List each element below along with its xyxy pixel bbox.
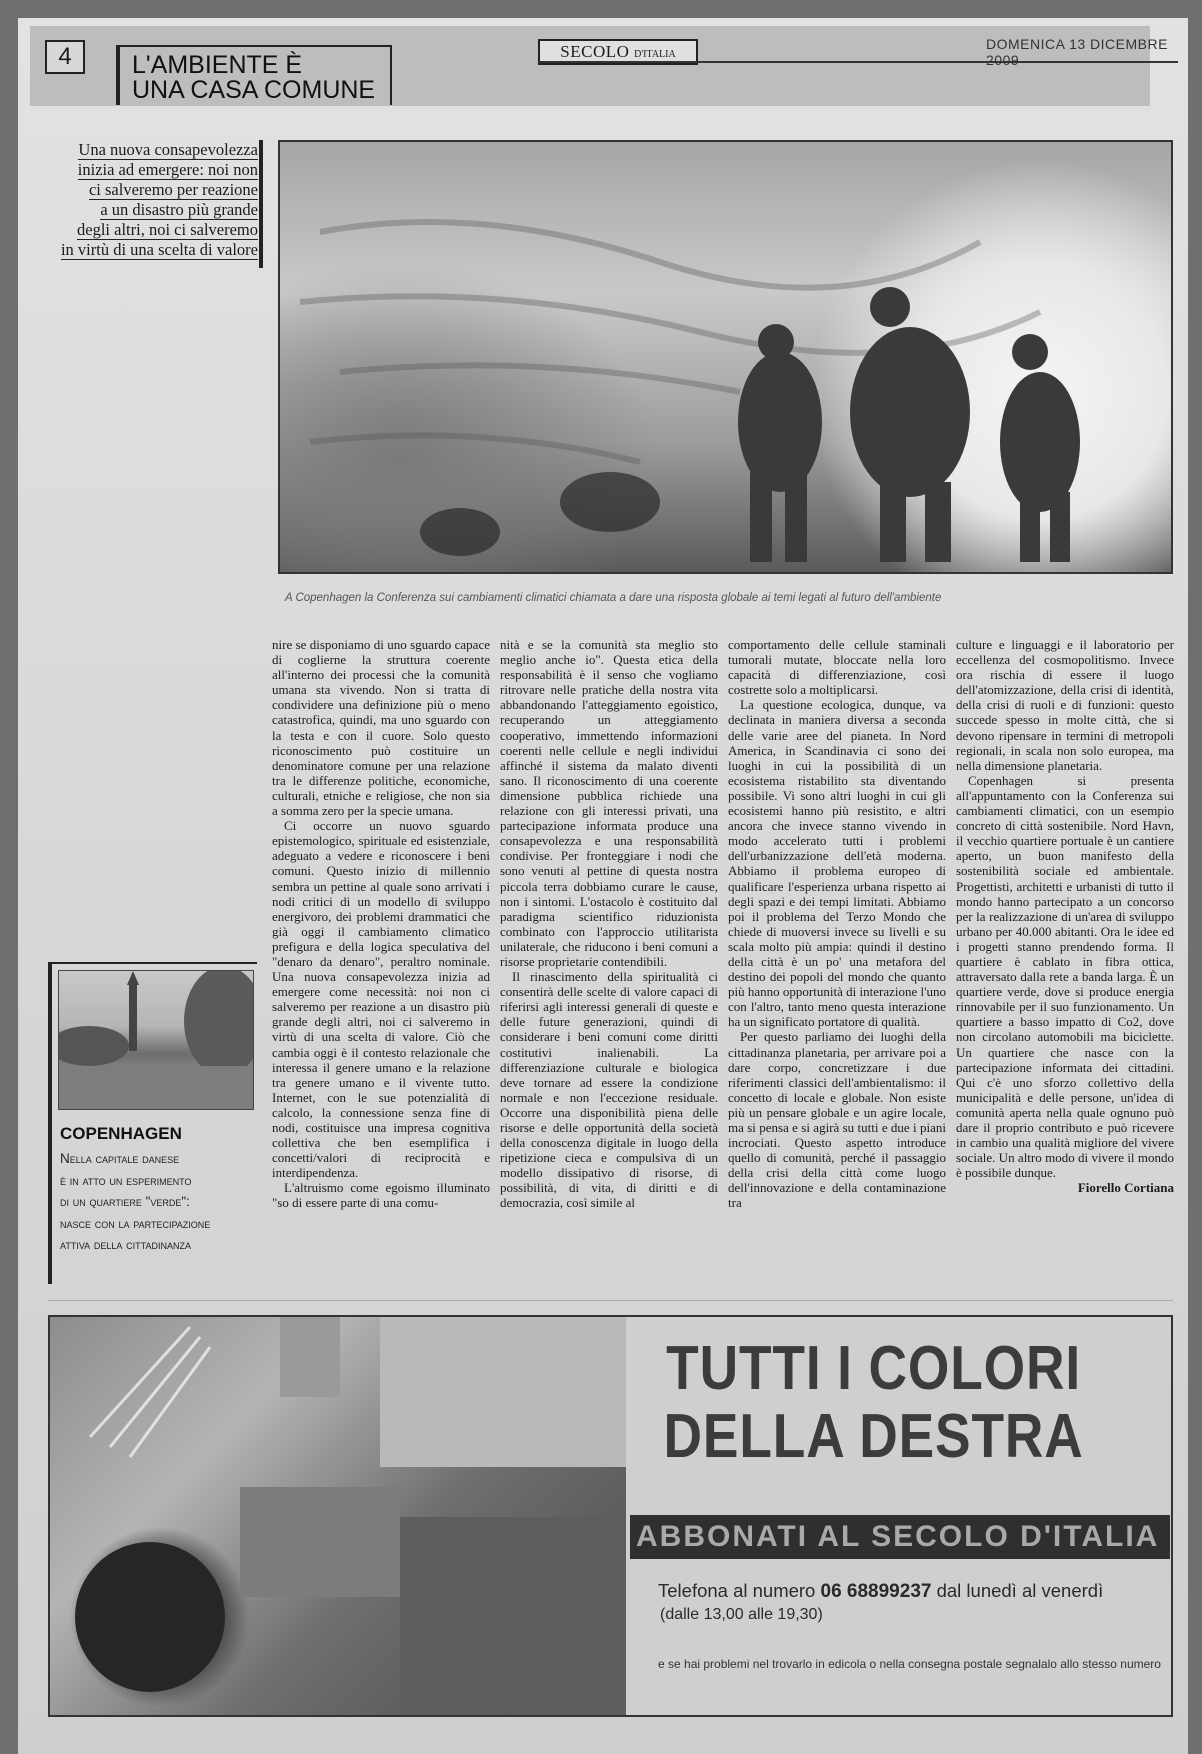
paragraph: nire se disponiamo di uno sguardo capace di coglierne la struttura coerente all'interno dei processi che la comunità umana sta vivendo. Non si tratta di condividere una definizione più o meno catastrofica, quindi, ma uno sguardo con la testa e con il cuore. Solo questo riconoscimento può costituire un denominatore comune per una relazione tra le differenze politiche, economiche, culturali, etniche e religiose, che non sia a somma zero per la specie umana. [272,637,490,819]
article-column-3 [728,637,946,1211]
ad-phone-number: 06 68899237 [820,1581,932,1602]
paragraph: culture e linguaggi e il laboratorio per eccellenza del cosmopolitismo. Invece ora rischia di essere il luogo dell'atomizzazione, della crisi di identità, della crisi di ruoli e di funzioni: questo succede spesso in molte città, che si devono ripensare in termini di metropoli regionali, in scala non solo europea, ma nella dimensione planetaria. [956,637,1174,773]
section-divider [48,1300,1173,1301]
sidebar-line: nasce con la partecipazione [60,1215,211,1231]
byline: Fiorello Cortiana [1077,1180,1174,1196]
ad-phone-prefix: Telefona al numero [658,1580,816,1601]
paragraph: Copenhagen si presenta all'appuntamento con la Conferenza sui cambiamenti climatici, con un esempio concreto di città sostenibile. Nord Havn, il vecchio quartiere portuale è un cantiere aperto, un buon manifesto della sostenibilità sociale ed ambientale. Progettisti, architetti e urbanisti di tutto il mondo hanno partecipato a un concorso per la realizzazione di un'area di sviluppo urbano per 40.000 abitanti. Ora le idee ed i progetti stanno prendendo forma. Il quartiere è cablato in fibra ottica, attraversato dalla rete a banda larga. È un quartiere verde, dove si produce energia rinnovabile per il suo funzionamento. Un quartiere a basso impatto di Co2, dove non circolano automobili ma biciclette. Un quartiere che nasce con la partecipazione informata dei cittadini. Qui c'è uno sforzo collettivo della municipalità e delle persone, un'idea di comunità aperta nella quale ognuno può dare il proprio contributo e può ricevere in cambio una qualità migliore del vivere sociale. Un altro modo di vivere il mondo è possibile dunque. [956,772,1174,1181]
paragraph: Per questo parliamo dei luoghi della cittadinanza planetaria, per arrivare poi a dare corpo, concretizzare i due riferimenti classici dell'ambientalismo: il concetto di locale e globale. Non esiste più un pensare globale e un agire locale, ma si pensa e si agirà su tutti e due i piani incrociati. Questo aspetto introduce quello di comunità, perché il passaggio della crisi della città come luogo dell'innovazione e della contaminazione tra [728,1029,946,1211]
sidebar-line: di un quartiere "verde": [60,1194,190,1209]
pull-quote-line: degli altri, noi ci salveremo [77,220,258,239]
sidebar-title: COPENHAGEN [60,1124,182,1143]
sidebar-photo-illustration [59,971,253,1109]
pull-quote [50,140,258,260]
ad-subtitle: ABBONATI AL SECOLO D'ITALIA [636,1520,1160,1553]
photo-caption: A Copenhagen la Conferenza sui cambiamenti climatici chiamata a dare una risposta globale ai temi legati al futuro dell'ambiente [285,592,942,604]
pull-quote-line: in virtù di una scelta di valore [60,240,258,259]
ad-phone-line [658,1580,1178,1603]
pull-quote-line: ci salveremo per reazione [88,180,258,199]
ad-collage-illustration [50,1317,626,1715]
ad-hours: (dalle 13,00 alle 19,30) [660,1606,823,1623]
pull-quote-bar [259,140,263,268]
main-photo [278,140,1173,574]
article-column-2 [500,637,718,1211]
rubric-line-2: UNA CASA COMUNE [132,76,376,104]
masthead-suffix: D'ITALIA [634,49,676,60]
ad-headline-line-2: DELLA DESTRA [663,1402,1084,1471]
ad-phone-suffix: dal lunedì al venerdì [936,1580,1104,1601]
page-number: 4 [45,40,85,74]
paragraph: La questione ecologica, dunque, va declinata in maniera diversa a seconda delle varie aree del pianeta. In Nord America, in Scandinavia ci sono dei luoghi in cui la possibilità di un ecosistema ristabilito sta diventando possibile. Vi sono altri luoghi in cui gli ecosistemi hanno più resistito, e altri ancora che invece stanno vivendo in modo accelerato tutti i problemi dell'urbanizzazione dell'età moderna. Abbiamo il problema europeo di qualificare l'esperienza urbana rispetto ai degli spazi e dei tempi limitati. Abbiamo poi il problema del Terzo Mondo che chiede di muoversi invece su livelli e su scala molto più ampia: quindi il destino della città è un po' una metafora del destino dei popoli del mondo che quanto più hanno opportunità di interazione l'uno con l'altro, tanto meno questa interazione ha un significato portatore di qualità. [728,697,946,1030]
sidebar-text [60,1148,260,1256]
paragraph: comportamento delle cellule staminali tumorali mutate, bloccate nella loro capacità di differenziazione, così costrette solo a moltiplicarsi. [728,637,946,698]
sidebar-photo [58,970,254,1110]
article-column-1 [272,637,490,1211]
paragraph: L'altruismo come egoismo illuminato "so di essere parte di una comu- [272,1180,490,1211]
photo-illustration [280,142,1171,572]
masthead-name: SECOLO [560,42,630,61]
ad-headline [650,1335,1097,1471]
issue-date: DOMENICA 13 DICEMBRE 2009 [986,36,1168,68]
rubric-line-1: L'AMBIENTE È [132,51,303,79]
ad-collage-image [50,1317,626,1715]
paragraph: Il rinascimento della spiritualità ci consentirà delle scelte di valore capaci di riferirsi agli interessi generali di queste e delle future generazioni, quindi di considerare i beni comuni come diritti costitutivi inalienabili. La differenziazione culturale e biologica deve tornare ad essere la condizione normale e non l'eccezione residuale. Occorre una disponibilità piena delle risorse e delle opportunità della società della conoscenza digitale in luogo della ripetizione cieca e compulsiva di un modello dissipativo di risorse, di possibilità, di vita, di diritti e di democrazia, così simile al [500,969,718,1211]
sidebar-line: attiva della cittadinanza [60,1237,192,1252]
paragraph: nità e se la comunità sta meglio sto meglio anche io". Questa etica della responsabilità è il senso che vogliamo ritrovare nelle pratiche della nostra vita abbandonando l'atteggiamento egoistico, recuperando un atteggiamento cooperativo, immettendo informazioni coerenti nelle cellule e negli individui affinché il sistema da malato diventi sano. Il riconoscimento di una coerente dimensione pubblica richiede una relazione con gli interessi privati, una partecipazione informata produce una consapevolezza e una responsabilità condivise. Per fronteggiare i nodi che sono venuti al pettine di questa nostra piccola terra dobbiamo curare le cause, non i sintomi. L'ostacolo è costituito dal paradigma scientifico riduzionista combinato con l'approccio utilitarista unilaterale, che riducono i beni comuni a risorse proprietarie contendibili. [500,637,718,969]
ad-note: e se hai problemi nel trovarlo in edicola o nella consegna postale segnalalo allo stesso numero [658,1657,1161,1671]
sidebar-line: Nella capitale danese [60,1151,180,1166]
pull-quote-line: Una nuova consapevolezza [78,140,258,159]
article-column-4 [956,637,1174,1195]
pull-quote-line: inizia ad emergere: noi non [77,160,258,179]
pull-quote-line: a un disastro più grande [100,200,258,219]
section-rubric [116,45,392,105]
paragraph: Ci occorre un nuovo sguardo epistemologico, spirituale ed esistenziale, adeguato a vedere e riconoscere i beni comuni. Questo inizio di millennio sembra un pettine al quale sono arrivati i nodi critici di un modello di sviluppo energivoro, dei problemi drammatici che già oggi il cambiamento climatico prefigura e della logica speculativa del "denaro da denaro", peraltro nominale. Una nuova consapevolezza inizia ad emergere come necessità: noi non ci salveremo per reazione a un disastro più grande degli altri, noi ci salveremo in virtù di una scelta di valore. Ciò che cambia oggi è il contesto relazionale che interessa il genere umano e la relazione tra genere umano e il vivente tutto. Internet, con le sue potenzialità di calcolo, la connessione senza fine di nodi, costituisce una impresa cognitiva collettiva che ben esemplifica i concetti/valori di reciprocità e interdipendenza. [272,818,490,1181]
ad-headline-line-1: TUTTI I COLORI [666,1334,1082,1403]
sidebar-line: è in atto un esperimento [60,1172,192,1188]
